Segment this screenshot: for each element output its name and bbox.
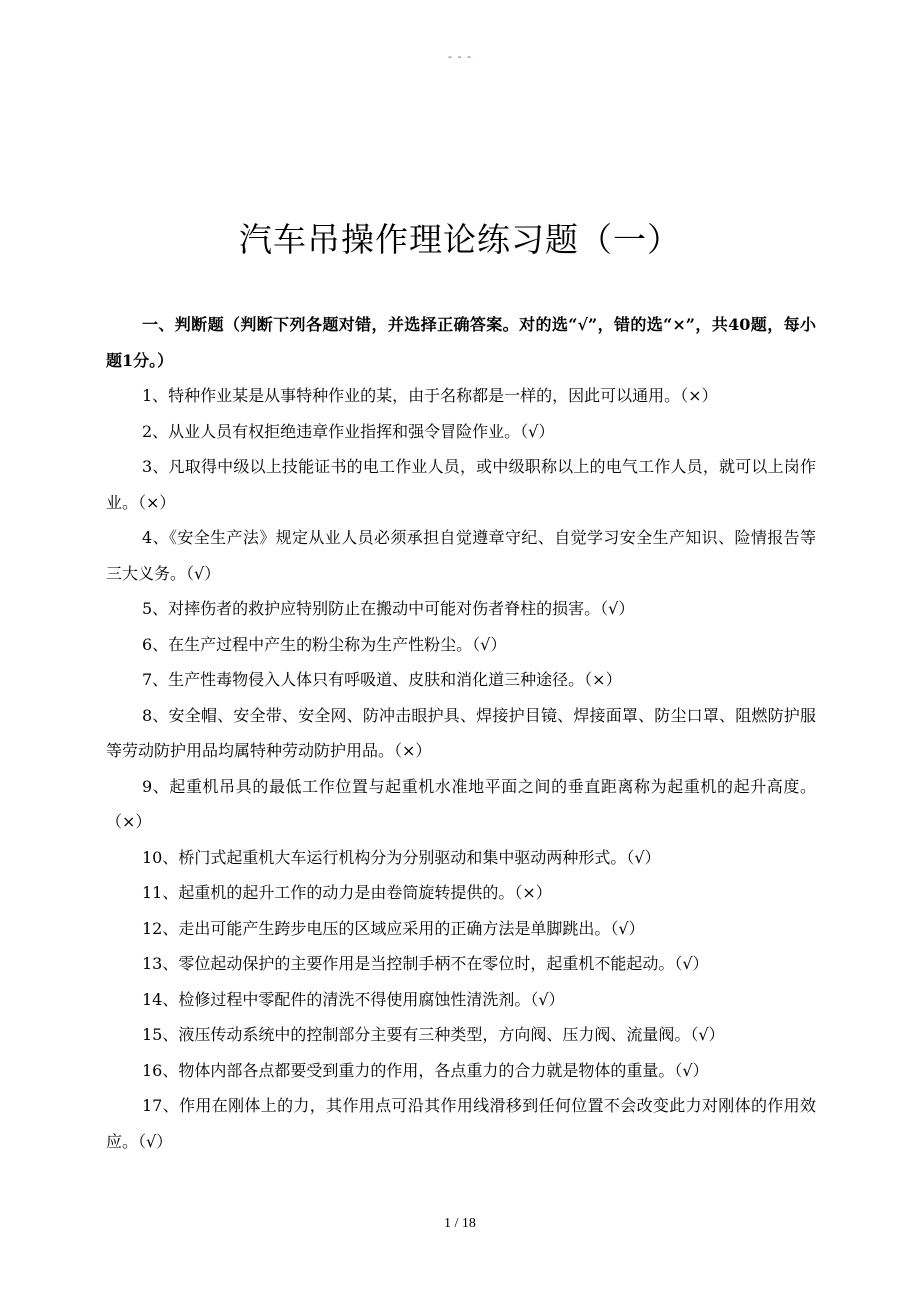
question-item: 14、检修过程中零配件的清洗不得使用腐蚀性清洗剂。（√） — [142, 989, 565, 1009]
question-item: 11、起重机的起升工作的动力是由卷筒旋转提供的。（×） — [142, 883, 552, 902]
question-item: 2、从业人员有权拒绝违章作业指挥和强令冒险作业。（√） — [142, 421, 555, 441]
question-item: 13、零位起动保护的主要作用是当控制手柄不在零位时，起重机不能起动。（√） — [142, 954, 709, 973]
page-number: 1 / 18 — [444, 1216, 476, 1231]
question-item: 15、液压传动系统中的控制部分主要有三种类型，方向阀、压力阀、流量阀。（√） — [142, 1025, 725, 1044]
question-item: 4、《安全生产法》规定从业人员必须承担自觉遵章守纪、自觉学习安全生产知识、险情报告等三大义务。（√） — [106, 528, 816, 583]
question-item: 1、特种作业某是从事特种作业的某，由于名称都是一样的，因此可以通用。（×） — [142, 386, 718, 405]
question-item: 16、物体内部各点都要受到重力的作用，各点重力的合力就是物体的重量。（√） — [142, 1060, 709, 1080]
question-item: 10、桥门式起重机大车运行机构分为分别驱动和集中驱动两种形式。（√） — [142, 847, 661, 867]
question-item: 7、生产性毒物侵入人体只有呼吸道、皮肤和消化道三种途径。（×） — [142, 670, 622, 689]
question-item: 17、作用在刚体上的力，其作用点可沿其作用线滑移到任何位置不会改变此力对刚体的作用效应。（√） — [106, 1096, 816, 1151]
question-item: 6、在生产过程中产生的粉尘称为生产性粉尘。（√） — [142, 634, 507, 654]
document-title: 汽车吊操作理论练习题（一） — [239, 220, 681, 259]
header-mark: - - - — [448, 50, 472, 63]
question-item: 3、凡取得中级以上技能证书的电工作业人员，或中级职称以上的电气工作人员，就可以上岗作业。（×） — [106, 457, 816, 512]
document-body — [106, 307, 816, 1159]
question-item: 9、起重机吊具的最低工作位置与起重机水准地平面之间的垂直距离称为起重机的起升高度。（×） — [106, 776, 816, 831]
question-item: 5、对摔伤者的救护应特别防止在搬动中可能对伤者脊柱的损害。（√） — [142, 599, 635, 618]
question-item: 8、安全帽、安全带、安全网、防冲击眼护具、焊接护目镜、焊接面罩、防尘口罩、阻燃防护服等劳动防护用品均属特种劳动防护用品。（×） — [106, 705, 816, 760]
section-heading: 一、判断题（判断下列各题对错，并选择正确答案。对的选“√”，错的选“×”，共40题，每小题1分。） — [106, 315, 816, 370]
question-item: 12、走出可能产生跨步电压的区域应采用的正确方法是单脚跳出。（√） — [142, 918, 645, 938]
